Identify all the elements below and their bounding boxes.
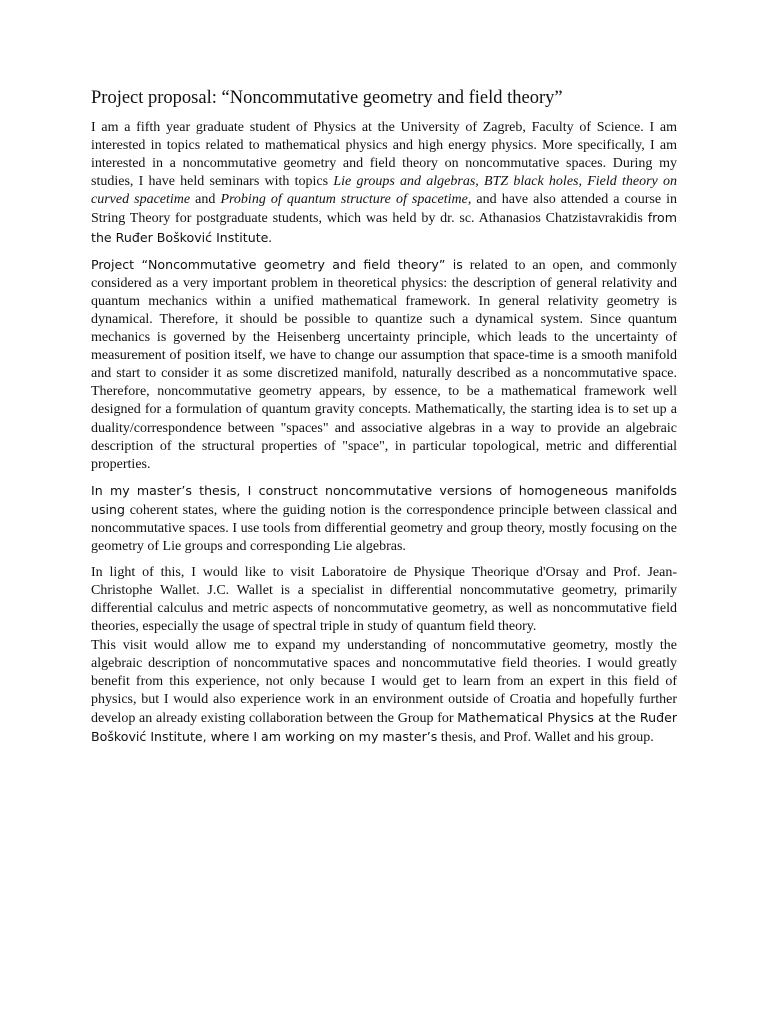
intro-text-b: and: [190, 192, 221, 208]
seminar-topics-italic: Lie groups and algebras, BTZ black holes, Field theory on curved spacetime: [91, 174, 677, 208]
project-lead-text: Project “Noncommutative geometry and field theory” is: [91, 256, 463, 272]
project-body-text: related to an open, and commonly considered as a very important problem in theoretical physics: the description of general relativity and quantum mechanics within a unified mathematical framework. In general relativity geometry is dynamical. Therefore, it should be possible to quantize such a dynamical system. Since quantum mechanics is governed by the Heisenberg uncertainty principle, which leads to the uncertainty of measurement of position itself, we have to change our assumption that space-time is a smooth manifold and start to consider it as some discretized manifold, naturally described as a noncommutative space. Therefore, noncommutative geometry appears, by essence, to be a mathematical framework well designed for a formulation of quantum gravity concepts. Mathematically, the starting idea is to set up a duality/correspondence between "spaces" and associative algebras in a way to provide an algebraic description of the structural properties of "space", in particular topological, metric and differential properties.: [91, 257, 678, 472]
document-title: Project proposal: “Noncommutative geometry and field theory”: [91, 88, 563, 108]
thesis-body-text: coherent states, where the guiding notion is the correspondence principle between classical and noncommutative spaces. I use tools from differential geometry and group theory, mostly focusing on the geometry of Lie groups and corresponding Lie algebras.: [91, 502, 677, 555]
paragraph-visit-benefits: [91, 637, 677, 748]
intro-text-c: and have also attended a course in String Theory for postgraduate students, which was held by dr. sc. Athanasios Chatzistavrakidis: [91, 192, 677, 227]
benefits-institute-text: Mathematical Physics at the Ruđer Bošković Institute, where I am working on my master’s: [91, 709, 678, 744]
document-page: [91, 86, 677, 755]
thesis-lead-text: In my master’s thesis, I construct noncommutative versions of homogeneous manifolds using: [91, 482, 677, 517]
intro-text-e: .: [268, 230, 272, 246]
institute-text: from the Ruđer Bošković Institute: [91, 210, 677, 245]
intro-text-a: I am a fifth year graduate student of Physics at the University of Zagreb, Faculty of Science. I am interested in topics related to mathematical physics and high energy physics. More specifically, I am interested in a noncommutative geometry and field theory on noncommutative spaces. During my studies, I have held seminars with topics: [91, 120, 677, 190]
paragraph-project-description: [91, 256, 677, 474]
paragraph-visit-proposal: In light of this, I would like to visit Laboratoire de Physique Theorique d'Orsay and Prof. Jean-Christophe Wallet. J.C. Wallet is a specialist in differential noncommutative geometry, primarily differential calculus and metric aspects of noncommutative geometry, as well as noncommutative field theories, especially the usage of spectral triple in study of quantum field theory.: [91, 565, 677, 635]
benefits-text-c: thesis, and Prof. Wallet and his group.: [437, 730, 654, 745]
seminar-topic-probing-italic: Probing of quantum structure of spacetime,: [220, 192, 472, 208]
paragraph-masters-thesis: [91, 482, 677, 556]
paragraph-introduction: [91, 119, 677, 248]
benefits-text-a: This visit would allow me to expand my understanding of noncommutative geometry, mostly the algebraic description of noncommutative spaces and noncommutative field theories. I would greatly benefit from this experience, not only because I would get to learn from an expert in this field of physics, but I would also experience work in an environment outside of Croatia and hopefully further develop an already existing collaboration between the Group for: [91, 637, 677, 726]
